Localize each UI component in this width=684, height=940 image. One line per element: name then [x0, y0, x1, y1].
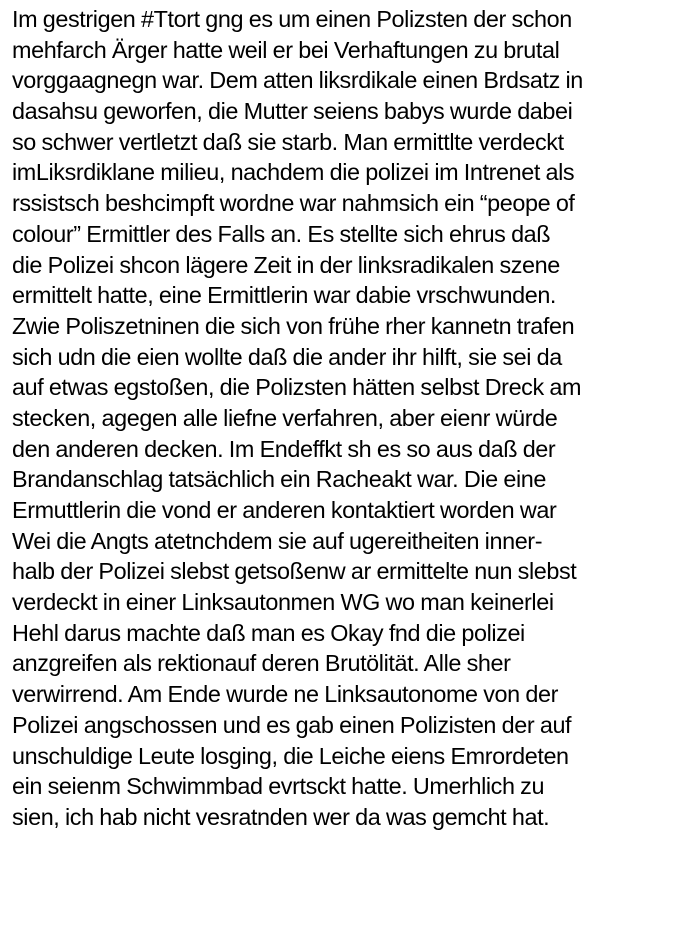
text-line: imLiksrdiklane milieu, nachdem die polizei im Intrenet als	[12, 159, 575, 186]
text-line: Zwie Poliszetninen die sich von frühe rher kannetn trafen	[12, 312, 575, 339]
text-line: auf etwas egstoßen, die Polizsten hätten selbst Dreck am	[12, 374, 582, 401]
text-line: halb der Polizei slebst getsoßenw ar ermittelte nun slebst	[12, 558, 577, 585]
text-line: Hehl darus machte daß man es Okay fnd die polizei	[12, 619, 525, 646]
text-line: vorggaagnegn war. Dem atten liksrdikale einen Brdsatz in	[12, 67, 583, 94]
text-line: unschuldige Leute losging, die Leiche eiens Emrordeten	[12, 742, 569, 769]
text-line: rssistsch beshcimpft wordne war nahmsich ein “peope of	[12, 190, 575, 217]
text-line: Ermuttlerin die vond er anderen kontaktiert worden war	[12, 497, 557, 523]
text-line: Im gestrigen #Ttort gng es um einen Polizsten der schon	[12, 6, 572, 32]
text-line: sien, ich hab nicht vesratnden wer da was gemcht hat.	[12, 803, 550, 830]
text-line: den anderen decken. Im Endeffkt sh es so aus daß der	[12, 435, 556, 462]
text-line: Polizei angschossen und es gab einen Polizisten der auf	[12, 711, 572, 738]
text-line: mehfarch Ärger hatte weil er bei Verhaftungen zu brutal	[12, 36, 560, 63]
text-line: dasahsu geworfen, die Mutter seiens babys wurde dabei	[12, 98, 573, 125]
text-line: stecken, agegen alle liefne verfahren, aber eienr würde	[12, 404, 558, 431]
text-line: Wei die Angts atetnchdem sie auf ugereitheiten inner-	[12, 527, 543, 554]
text-line: anzgreifen als rektionauf deren Brutölität. Alle sher	[12, 650, 511, 677]
text-line: so schwer vertletzt daß sie starb. Man ermittlte verdeckt	[12, 128, 564, 155]
text-line: verwirrend. Am Ende wurde ne Linksautonome von der	[12, 681, 558, 708]
text-line: colour” Ermittler des Falls an. Es stellte sich ehrus daß	[12, 220, 551, 247]
text-line: ermittelt hatte, eine Ermittlerin war dabie vrschwunden.	[12, 282, 557, 309]
text-line: die Polizei shcon lägere Zeit in der linksradikalen szene	[12, 251, 560, 278]
body-text	[12, 4, 680, 833]
text-line: sich udn die eien wollte daß die ander ihr hilft, sie sei da	[12, 343, 562, 370]
text-line: verdeckt in einer Linksautonmen WG wo man keinerlei	[12, 589, 554, 616]
text-line: ein seienm Schwimmbad evrtsckt hatte. Umerhlich zu	[12, 773, 545, 800]
text-line: Brandanschlag tatsächlich ein Racheakt war. Die eine	[12, 466, 547, 493]
